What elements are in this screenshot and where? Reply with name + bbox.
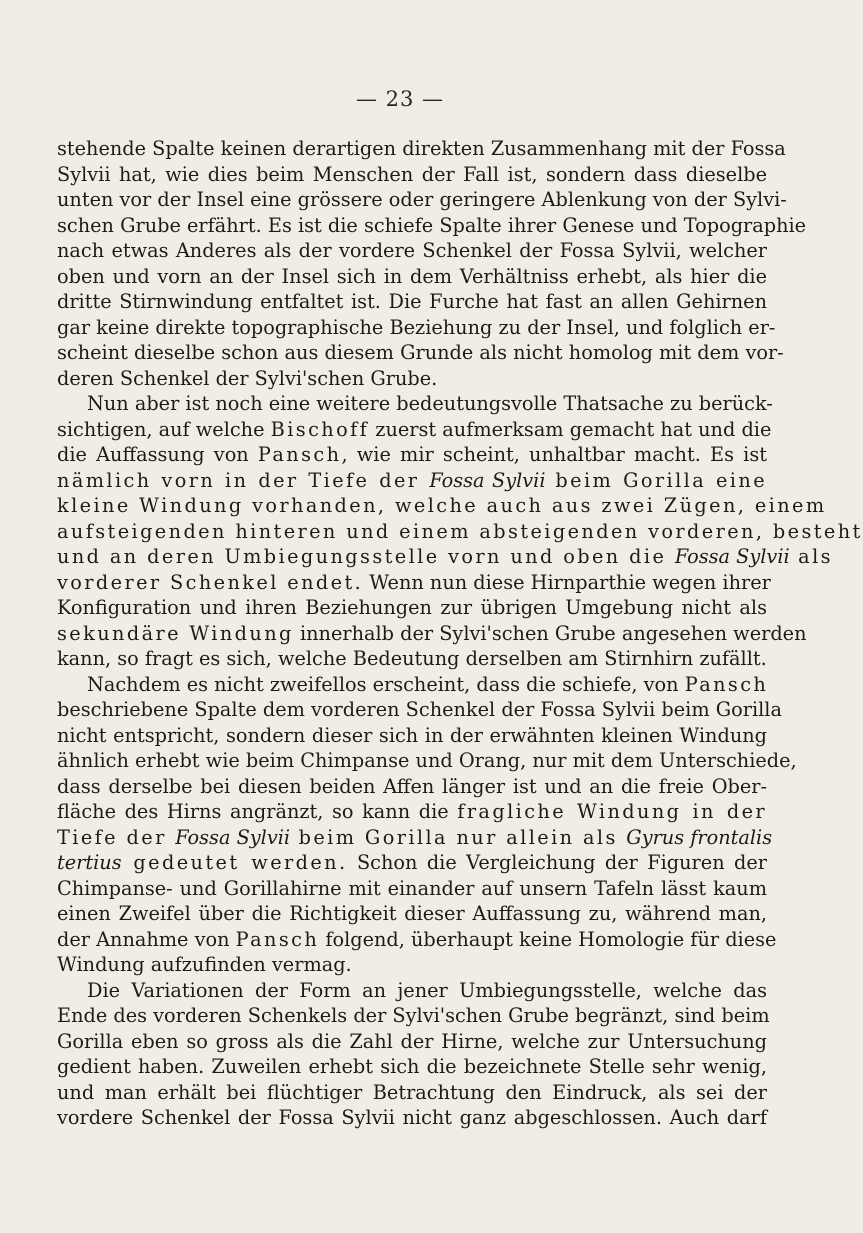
emphasis-run: gedeutet werden. <box>121 851 348 874</box>
emphasis-run: fragliche Windung in der <box>457 800 768 823</box>
text-line <box>57 544 833 570</box>
emphasis-run: Tiefe der <box>57 825 176 849</box>
italic-term: Gyrus frontalis <box>626 825 773 849</box>
text-line <box>57 595 767 621</box>
text-line <box>57 901 767 927</box>
text-run: Ende des vorderen Schenkels der Sylvi'schen Grube begränzt, sind beim <box>57 1004 770 1027</box>
text-line <box>57 1003 770 1029</box>
text-run: Schon die Vergleichung der Figuren der <box>347 851 767 874</box>
text-line <box>57 697 782 723</box>
text-run: vordere Schenkel der Fossa Sylvii nicht ganz abgeschlossen. Auch darf <box>57 1106 767 1129</box>
text-run: unten vor der Insel eine grössere oder geringere Ablenkung von der Sylvi- <box>57 188 787 211</box>
text-run: die Auffassung von <box>57 443 258 466</box>
text-run: Gorilla eben so gross als die Zahl der Hirne, welche zur Untersuchung <box>57 1029 767 1053</box>
text-run: und man erhält bei flüchtiger Betrachtung den Eindruck, als sei der <box>57 1080 767 1104</box>
emphasis-run: kleine Windung vorhanden, welche auch aus zwei Zügen, einem <box>57 494 827 517</box>
text-line <box>57 187 787 213</box>
emphasis-run: nämlich vorn in der Tiefe der <box>57 468 430 492</box>
text-run: zuerst aufmerksam gemacht hat und die <box>369 417 772 441</box>
author-name: Pansch <box>257 443 342 466</box>
paragraph-start-line <box>57 391 773 417</box>
emphasis-run: beim Gorilla nur allein als <box>290 825 627 849</box>
text-run: kann, so fragt es sich, welche Bedeutung derselben am Stirnhirn zufällt. <box>57 647 767 670</box>
italic-term: Fossa Sylvii <box>674 545 790 568</box>
paragraph-end-line <box>57 952 767 978</box>
text-line <box>57 264 767 290</box>
text-line <box>57 799 767 825</box>
text-run: scheint dieselbe schon aus diesem Grunde als nicht homolog mit dem vor- <box>57 341 784 364</box>
emphasis-run: aufsteigenden hinteren und einem absteigenden vorderen, besteht <box>57 519 863 543</box>
text-line <box>57 417 772 443</box>
text-run: innerhalb der Sylvi'schen Grube angesehen werden <box>293 621 807 645</box>
text-run: fläche des Hirns angränzt, so kann die <box>57 800 458 823</box>
paragraph-end-line <box>57 366 767 392</box>
text-run: oben und vorn an der Insel sich in dem Verhältniss erhebt, als hier die <box>57 264 767 288</box>
text-line <box>57 723 767 749</box>
text-run: ähnlich erhebt wie beim Chimpanse und Orang, nur mit dem Unterschiede, <box>57 749 797 772</box>
text-line <box>57 162 767 188</box>
text-line <box>57 468 767 494</box>
text-run: der Annahme von <box>57 927 236 951</box>
italic-term: Fossa Sylvii <box>175 825 291 849</box>
text-line <box>57 493 827 519</box>
text-run: Sylvii hat, wie dies beim Menschen der Fall ist, sondern dass dieselbe <box>57 162 767 186</box>
emphasis-run: beim Gorilla eine <box>545 468 768 492</box>
text-line <box>57 748 797 774</box>
text-run: sichtigen, auf welche <box>57 417 271 441</box>
text-run: Die Variationen der Form an jener Umbiegungsstelle, welche das <box>87 978 767 1002</box>
paragraph-end-line <box>57 646 767 672</box>
text-run: gar keine direkte topographische Beziehung zu der Insel, und folglich er- <box>57 315 776 339</box>
emphasis-run: vorderer Schenkel endet. <box>57 570 364 594</box>
author-name: Pansch <box>235 927 320 951</box>
page-number: — 23 — <box>355 87 445 111</box>
text-run: nicht entspricht, sondern dieser sich in der erwähnten kleinen Windung <box>57 723 767 747</box>
italic-term: tertius <box>57 851 122 874</box>
paragraph-start-line <box>57 978 767 1004</box>
text-line <box>57 1054 767 1080</box>
text-line <box>57 340 784 366</box>
text-line <box>57 1029 767 1055</box>
text-run: nach etwas Anderes als der vordere Schenkel der Fossa Sylvii, welcher <box>57 239 767 262</box>
text-run: beschriebene Spalte dem vorderen Schenkel der Fossa Sylvii beim Gorilla <box>57 698 782 721</box>
text-run: folgend, überhaupt keine Homologie für diese <box>319 927 777 951</box>
text-run: Nachdem es nicht zweifellos erscheint, dass die schiefe, von <box>87 672 685 696</box>
text-run: gedient haben. Zuweilen erhebt sich die bezeichnete Stelle sehr wenig, <box>57 1055 767 1078</box>
author-name: Bischoff <box>270 417 370 441</box>
text-run: schen Grube erfährt. Es ist die schiefe Spalte ihrer Genese und Topographie <box>57 213 807 237</box>
text-run: Chimpanse- und Gorillahirne mit einander auf unsern Tafeln lässt kaum <box>57 876 767 900</box>
text-run: dass derselbe bei diesen beiden Affen länger ist und an die freie Ober- <box>57 774 767 798</box>
text-line <box>57 876 767 902</box>
text-run: Konfiguration und ihren Beziehungen zur übrigen Umgebung nicht als <box>57 596 767 619</box>
emphasis-run: als <box>789 545 833 568</box>
text-line <box>57 315 776 341</box>
text-line <box>57 238 767 264</box>
text-line <box>57 850 767 876</box>
body-text <box>57 136 863 1131</box>
text-line <box>57 825 773 851</box>
text-line <box>57 1080 767 1106</box>
text-run: stehende Spalte keinen derartigen direkten Zusammenhang mit der Fossa <box>57 137 786 160</box>
text-run: einen Zweifel über die Richtigkeit dieser Auffassung zu, während man, <box>57 902 767 925</box>
text-line <box>57 774 767 800</box>
text-run: Nun aber ist noch eine weitere bedeutungsvolle Thatsache zu berück- <box>87 392 773 415</box>
text-run: Wenn nun diese Hirnparthie wegen ihrer <box>363 570 771 594</box>
text-line <box>57 442 767 468</box>
text-line <box>57 519 863 545</box>
emphasis-run: und an deren Umbiegungsstelle vorn und oben die <box>57 545 675 568</box>
text-run: Windung aufzufinden vermag. <box>57 953 352 976</box>
paragraph-start-line <box>57 672 767 698</box>
text-line <box>57 1105 767 1131</box>
italic-term: Fossa Sylvii <box>429 468 546 492</box>
text-run: dritte Stirnwindung entfaltet ist. Die Furche hat fast an allen Gehirnen <box>57 290 767 313</box>
text-line <box>57 136 786 162</box>
text-line <box>57 927 777 953</box>
author-name: Pansch <box>684 672 769 696</box>
emphasis-run: sekundäre Windung <box>57 621 294 645</box>
text-line <box>57 289 767 315</box>
text-line <box>57 570 771 596</box>
text-run: , wie mir scheint, unhaltbar macht. Es ist <box>341 443 767 466</box>
text-line <box>57 213 807 239</box>
text-run: deren Schenkel der Sylvi'schen Grube. <box>57 366 438 390</box>
text-line <box>57 621 807 647</box>
